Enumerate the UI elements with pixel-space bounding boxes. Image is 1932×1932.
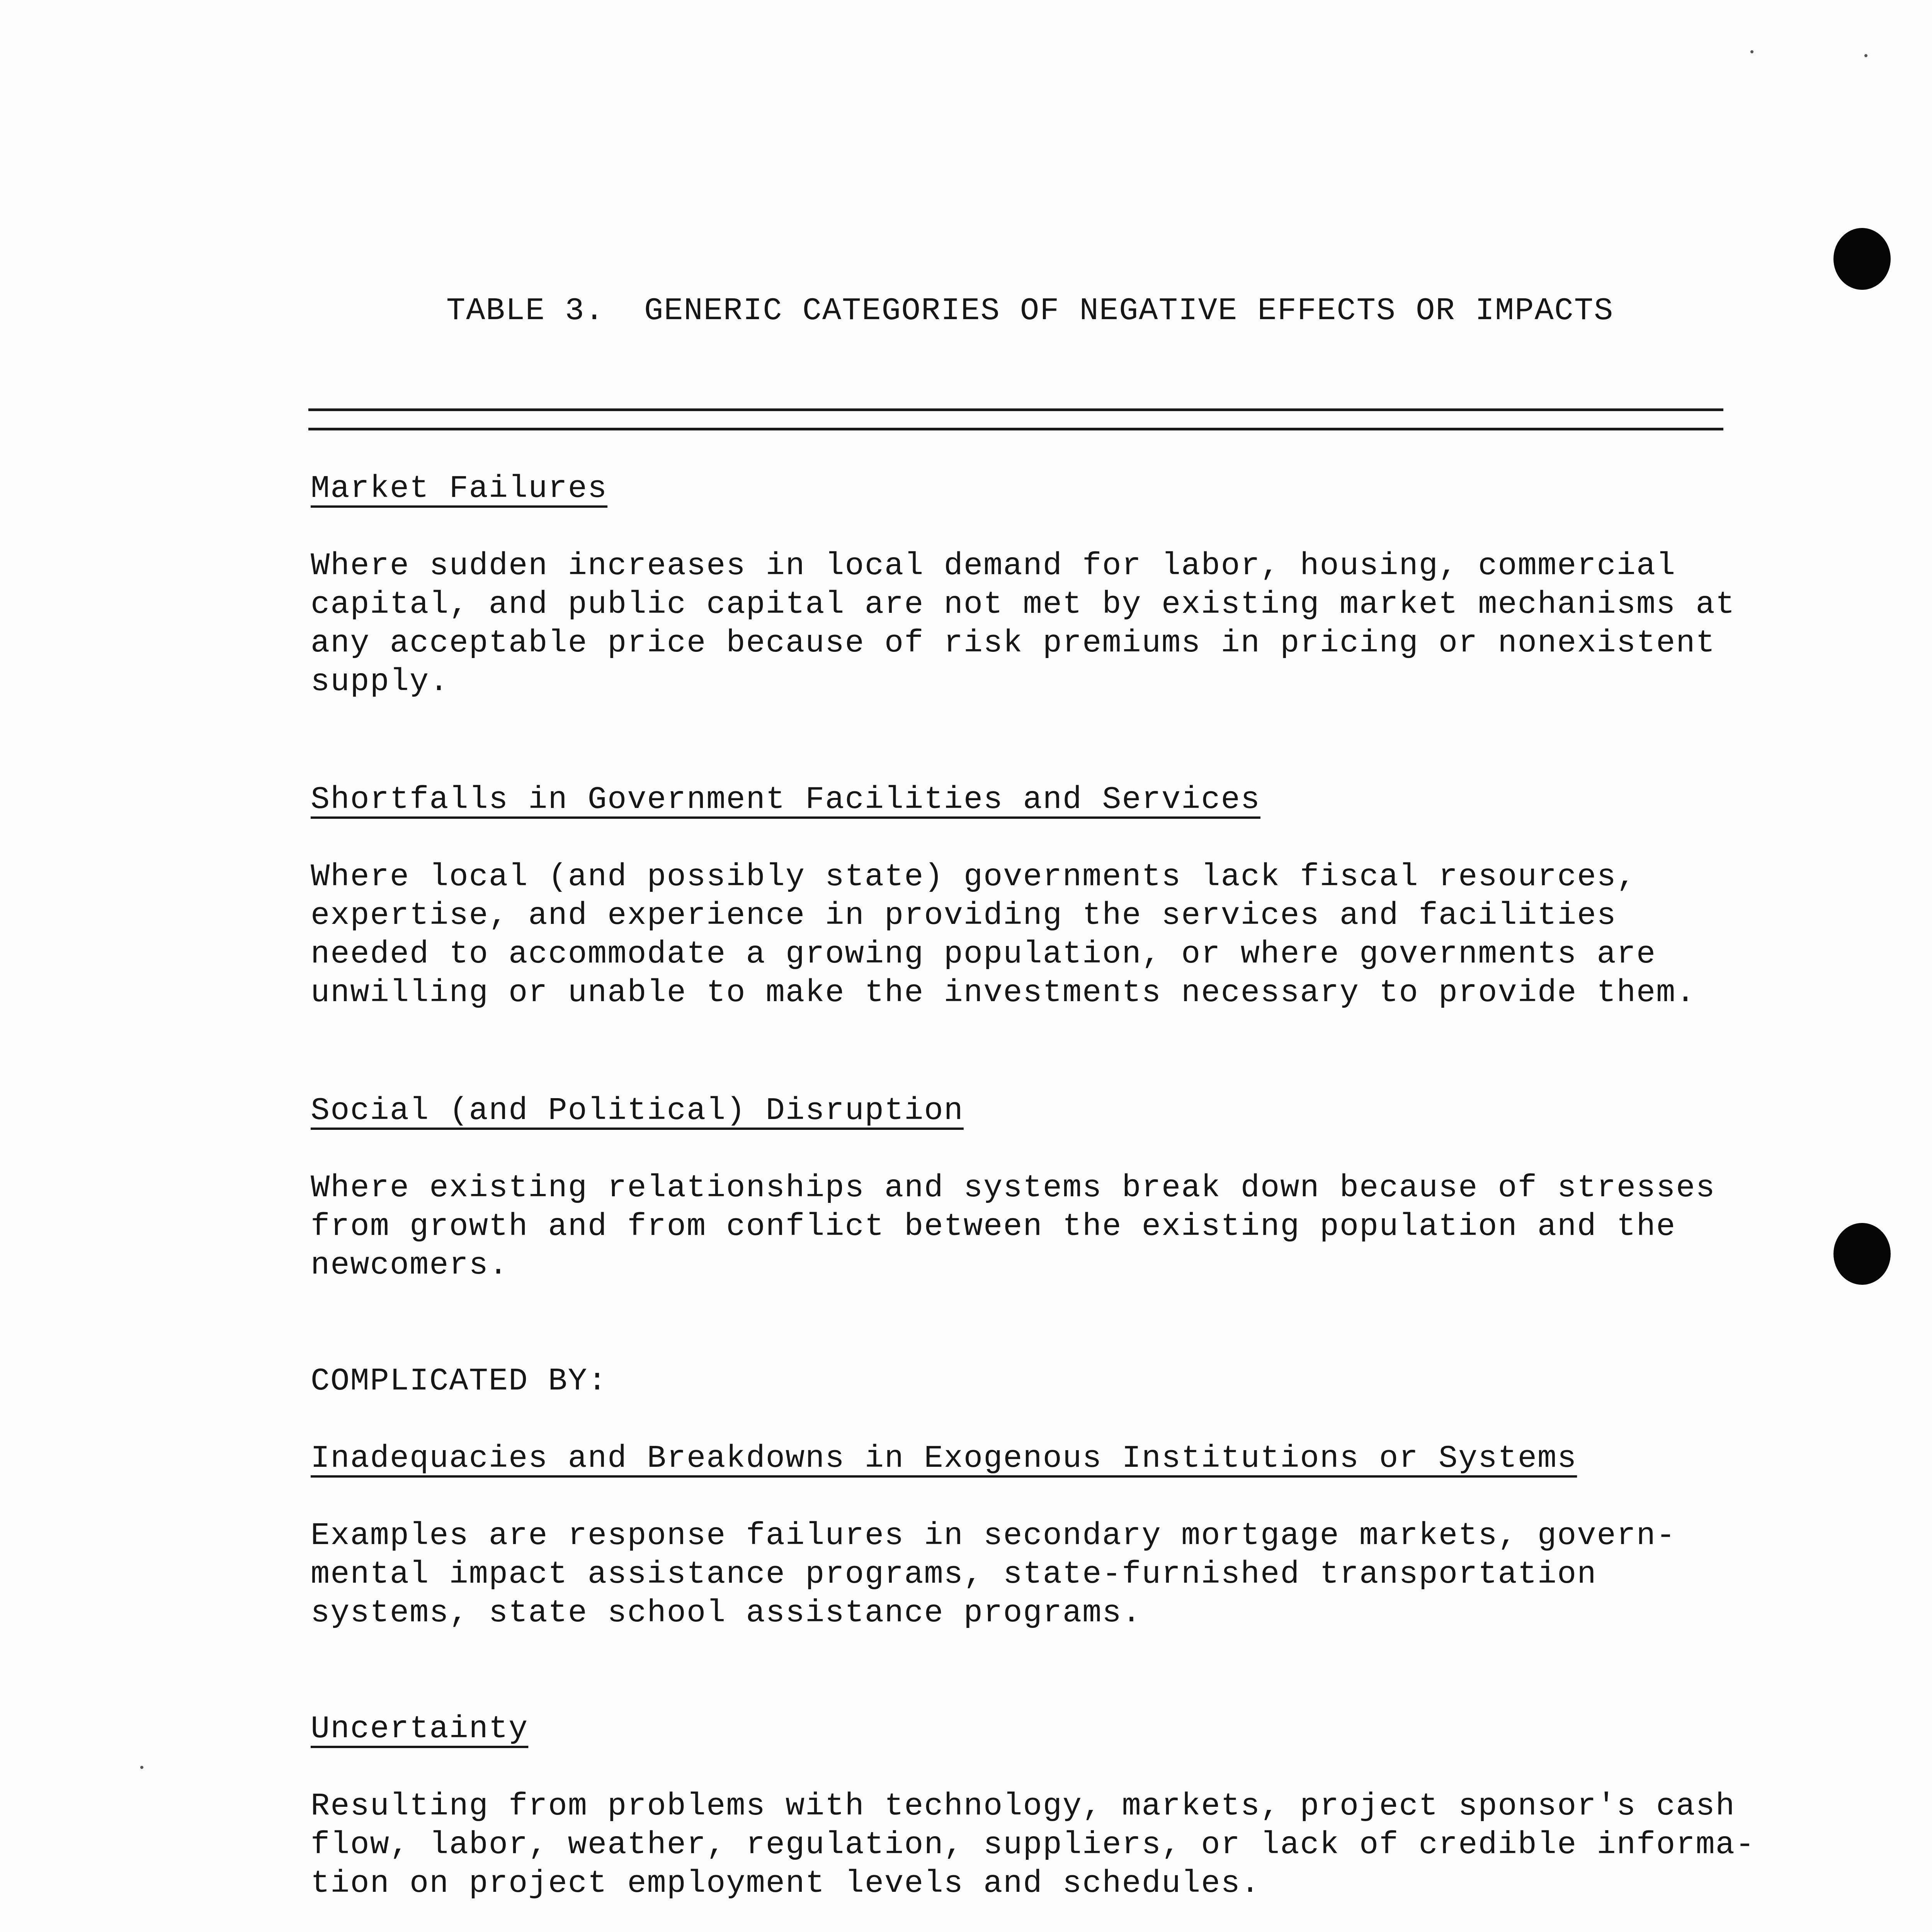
scan-speck bbox=[1750, 50, 1753, 53]
text-line: Resulting from problems with technology, markets, project sponsor's cash bbox=[311, 1788, 1735, 1824]
top-rule-upper bbox=[308, 408, 1723, 411]
binder-hole-middle bbox=[1833, 1223, 1891, 1285]
table-title: TABLE 3. GENERIC CATEGORIES OF NEGATIVE EFFECTS OR IMPACTS bbox=[446, 293, 1614, 329]
text-line: capital, and public capital are not met by existing market mechanisms at bbox=[311, 587, 1735, 622]
binder-hole-top bbox=[1833, 228, 1891, 290]
top-rule-lower bbox=[308, 428, 1723, 430]
scan-speck bbox=[1864, 54, 1867, 57]
section-text-exogenous-institutions bbox=[311, 1517, 1740, 1633]
section-heading-uncertainty: Uncertainty bbox=[311, 1711, 529, 1747]
section-heading-government-shortfalls: Shortfalls in Government Facilities and Services bbox=[311, 782, 1260, 818]
text-line: any acceptable price because of risk premiums in pricing or nonexistent bbox=[311, 625, 1716, 661]
text-line: mental impact assistance programs, state-furnished transportation bbox=[311, 1556, 1597, 1592]
text-line: newcomers. bbox=[311, 1247, 509, 1283]
text-line: supply. bbox=[311, 664, 449, 700]
section-text-uncertainty bbox=[311, 1787, 1755, 1903]
text-line: Where local (and possibly state) governments lack fiscal resources, bbox=[311, 859, 1636, 895]
text-line: Where existing relationships and systems break down because of stresses bbox=[311, 1170, 1716, 1206]
section-heading-social-disruption: Social (and Political) Disruption bbox=[311, 1093, 964, 1129]
section-heading-exogenous-institutions: Inadequacies and Breakdowns in Exogenous Institutions or Systems bbox=[311, 1440, 1577, 1476]
text-line: Examples are response failures in secondary mortgage markets, govern- bbox=[311, 1518, 1676, 1554]
section-text-government-shortfalls bbox=[311, 858, 1740, 1012]
text-line: expertise, and experience in providing the services and facilities bbox=[311, 898, 1617, 934]
text-line: needed to accommodate a growing population, or where governments are bbox=[311, 936, 1656, 972]
section-text-social-disruption bbox=[311, 1169, 1740, 1285]
section-heading-market-failures: Market Failures bbox=[311, 471, 608, 507]
text-line: systems, state school assistance programs. bbox=[311, 1595, 1142, 1631]
text-line: Where sudden increases in local demand for labor, housing, commercial bbox=[311, 548, 1676, 584]
complicated-by-label: COMPLICATED BY: bbox=[311, 1363, 608, 1399]
section-text-market-failures bbox=[311, 547, 1740, 701]
text-line: unwilling or unable to make the investments necessary to provide them. bbox=[311, 975, 1696, 1011]
text-line: from growth and from conflict between the existing population and the bbox=[311, 1209, 1676, 1245]
scan-speck bbox=[140, 1766, 143, 1769]
text-line: tion on project employment levels and schedules. bbox=[311, 1866, 1260, 1901]
text-line: flow, labor, weather, regulation, suppliers, or lack of credible informa- bbox=[311, 1827, 1755, 1863]
